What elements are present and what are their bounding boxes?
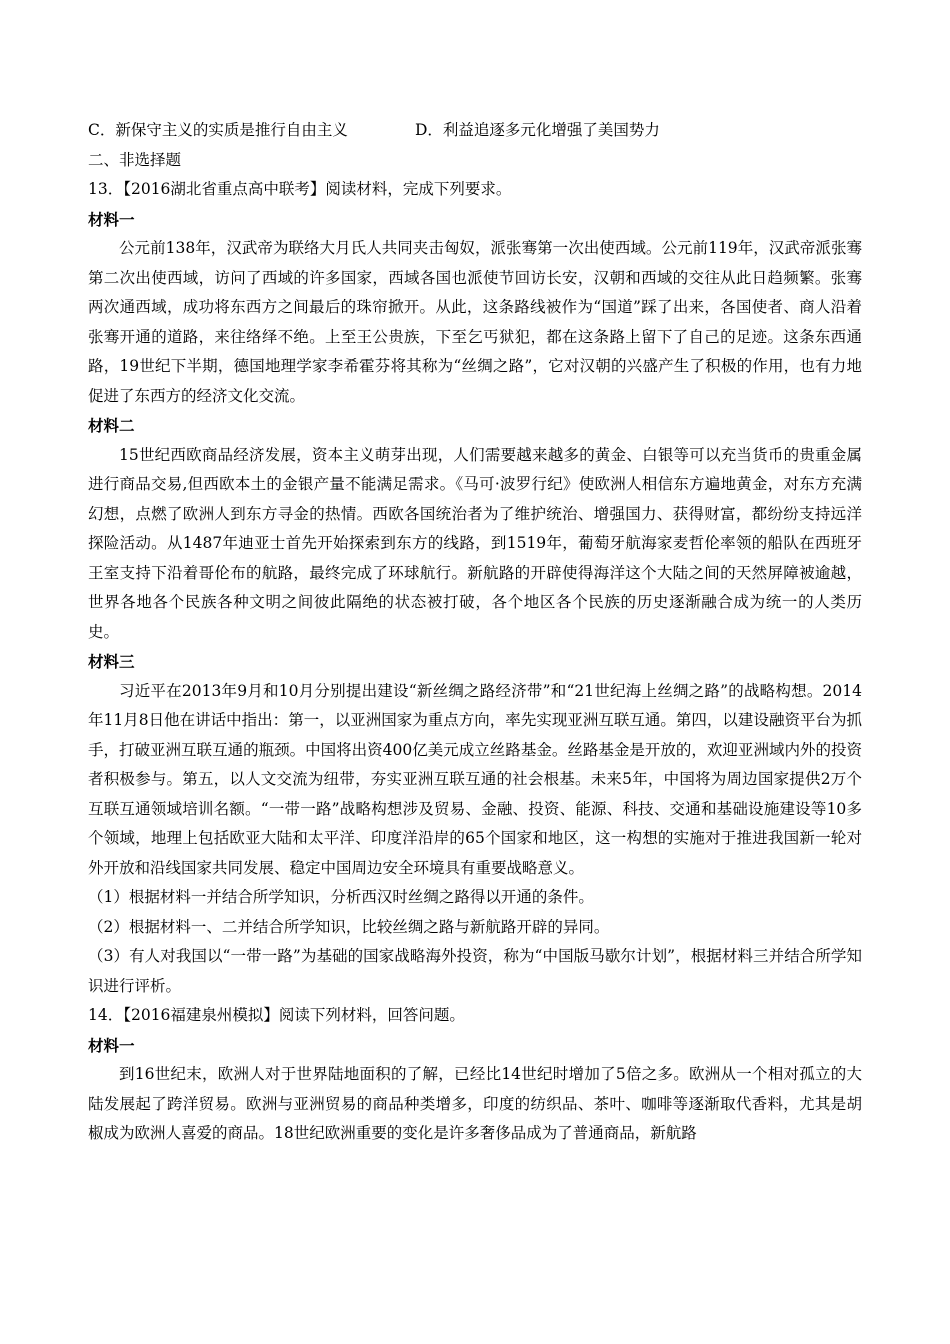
q14-material-1-title: 材料一	[88, 1035, 135, 1055]
answer-options-row	[88, 116, 862, 146]
q13-material-2-title: 材料二	[88, 416, 135, 435]
q13-material-1-title: 材料一	[88, 209, 135, 229]
q13-subquestion-2: （2）根据材料一、二并结合所学知识，比较丝绸之路与新航路开辟的异同。	[88, 917, 610, 936]
q13-material-2-text: 15世纪西欧商品经济发展，资本主义萌芽出现，人们需要越来越多的黄金、白银等可以充当货币的贵重金属进行商品交易,但西欧本土的金银产量不能满足需求。《马可·波罗行纪》使欧洲人相信东方遍地黄金，对东方充满幻想，点燃了欧洲人到东方寻金的热情。西欧各国统治者为了维护统治、增强国力、获得财富，都纷纷支持远洋探险活动。从1487年迪亚士首先开始探索到东方的线路，到1519年，葡萄牙航海家麦哲伦率领的船队在西班牙王室支持下沿着哥伦布的航路，最终完成了环球航行。新航路的开辟使得海洋这个大陆之间的天然屏障被逾越，世界各地各个民族各种文明之间彼此隔绝的状态被打破，各个地区各个民族的历史逐渐融合成为统一的人类历史。	[88, 445, 862, 641]
section-title: 二、非选择题	[88, 150, 182, 169]
option-d[interactable]: D．利益追逐多元化增强了美国势力	[415, 121, 660, 139]
q14-material-1-text: 到16世纪末，欧洲人对于世界陆地面积的了解，已经比14世纪时增加了5倍之多。欧洲从一个相对孤立的大陆发展起了跨洋贸易。欧洲与亚洲贸易的商品种类增多，印度的纺织品、茶叶、咖啡等逐渐取代香料，尤其是胡椒成为欧洲人喜爱的商品。18世纪欧洲重要的变化是许多奢侈品成为了普通商品，新航路	[88, 1065, 862, 1142]
question-14-stem: 14．【2016福建泉州模拟】阅读下列材料，回答问题。	[88, 1006, 465, 1024]
q13-subquestion-3: （3）有人对我国以“一带一路”为基础的国家战略海外投资，称为“中国版马歇尔计划”，根据材料三并结合所学知识进行评析。	[88, 947, 862, 995]
q13-material-3-text: 习近平在2013年9月和10月分别提出建设“新丝绸之路经济带”和“21世纪海上丝绸之路”的战略构想。2014年11月8日他在讲话中指出：第一，以亚洲国家为重点方向，率先实现亚洲互联互通。第四，以建设融资平台为抓手，打破亚洲互联互通的瓶颈。中国将出资400亿美元成立丝路基金。丝路基金是开放的，欢迎亚洲域内外的投资者积极参与。第五，以人文交流为纽带，夯实亚洲互联互通的社会根基。未来5年，中国将为周边国家提供2万个互联互通领域培训名额。“一带一路”战略构想涉及贸易、金融、投资、能源、科技、交通和基础设施建设等10多个领域，地理上包括欧亚大陆和太平洋、印度洋沿岸的65个国家和地区，这一构想的实施对于推进我国新一轮对外开放和沿线国家共同发展、稳定中国周边安全环境具有重要战略意义。	[88, 681, 862, 877]
q13-material-3-title: 材料三	[88, 652, 135, 671]
question-13-stem: 13．【2016湖北省重点高中联考】阅读材料，完成下列要求。	[88, 180, 512, 198]
option-c[interactable]: C．新保守主义的实质是推行自由主义	[88, 121, 348, 139]
q13-material-1-text: 公元前138年，汉武帝为联络大月氏人共同夹击匈奴，派张骞第一次出使西域。公元前119年，汉武帝派张骞第二次出使西域，访问了西域的许多国家，西域各国也派使节回访长安，汉朝和西域的交往从此日趋频繁。张骞两次通西域，成功将东西方之间最后的珠帘掀开。从此，这条路线被作为“国道”踩了出来，各国使者、商人沿着张骞开通的道路，来往络绎不绝。上至王公贵族，下至乞丐狱犯，都在这条路上留下了自己的足迹。这条东西通路，19世纪下半期，德国地理学家李希霍芬将其称为“丝绸之路”，它对汉朝的兴盛产生了积极的作用，也有力地促进了东西方的经济文化交流。	[88, 239, 862, 405]
document-page	[88, 116, 862, 1149]
q13-subquestion-1: （1）根据材料一并结合所学知识，分析西汉时丝绸之路得以开通的条件。	[88, 888, 594, 906]
